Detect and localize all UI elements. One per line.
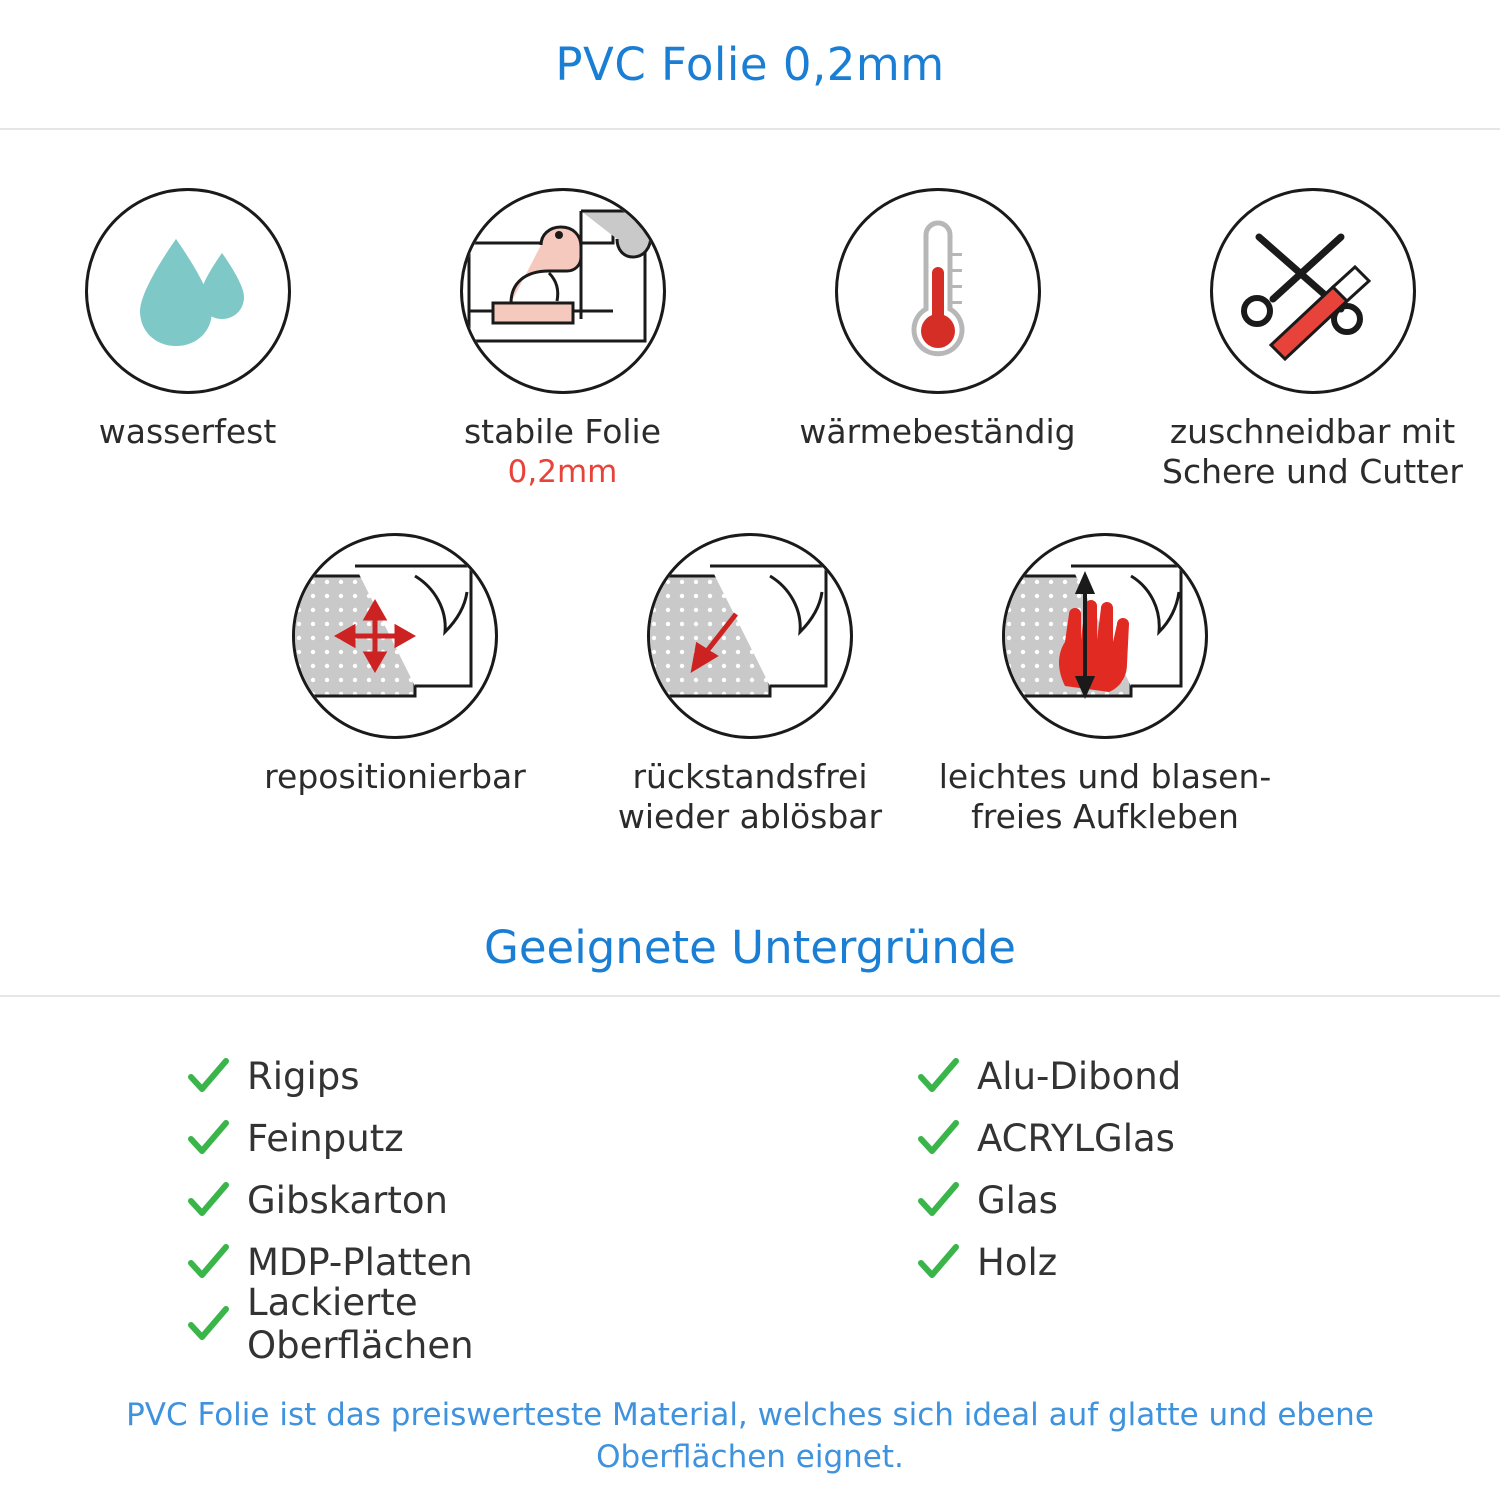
feature-row-1 bbox=[0, 188, 1500, 495]
strong-arm-film-icon bbox=[463, 191, 663, 391]
check-icon bbox=[915, 1053, 961, 1099]
surface-label: Gibskarton bbox=[247, 1178, 448, 1222]
icon-circle bbox=[85, 188, 291, 394]
check-icon bbox=[915, 1239, 961, 1285]
icon-circle bbox=[292, 533, 498, 739]
feature-label: repositionierbar bbox=[264, 756, 526, 796]
surface-label: Glas bbox=[977, 1178, 1058, 1222]
surface-label: Holz bbox=[977, 1240, 1058, 1284]
surfaces-list bbox=[0, 997, 1500, 1367]
feature-section bbox=[0, 130, 1500, 839]
feature-label: wärmebeständig bbox=[799, 412, 1076, 451]
feature-label: wasserfest bbox=[98, 412, 277, 451]
icon-circle bbox=[835, 188, 1041, 394]
list-item bbox=[185, 1281, 615, 1367]
feature-waermebestaendig bbox=[750, 188, 1125, 495]
feature-rueckstandsfrei bbox=[573, 533, 928, 840]
feature-aufkleben bbox=[928, 533, 1283, 840]
check-icon bbox=[185, 1239, 231, 1285]
reposition-arrows-icon bbox=[295, 536, 495, 736]
check-icon bbox=[185, 1301, 231, 1347]
list-item bbox=[915, 1107, 1315, 1169]
feature-stabile-folie bbox=[375, 188, 750, 495]
surface-label: Feinputz bbox=[247, 1116, 404, 1160]
header bbox=[0, 0, 1500, 130]
list-item bbox=[185, 1169, 615, 1231]
icon-circle bbox=[1210, 188, 1416, 394]
list-item bbox=[915, 1169, 1315, 1231]
check-icon bbox=[185, 1115, 231, 1161]
icon-circle bbox=[647, 533, 853, 739]
surface-label: Alu-Dibond bbox=[977, 1054, 1182, 1098]
feature-label: rückstandsfrei wieder ablösbar bbox=[617, 756, 883, 836]
section-title: Geeignete Untergründe bbox=[483, 920, 1016, 974]
feature-label: stabile Folie bbox=[463, 412, 662, 451]
list-item bbox=[185, 1045, 615, 1107]
list-item bbox=[185, 1107, 615, 1169]
feature-repositionierbar bbox=[218, 533, 573, 840]
footer-note: PVC Folie ist das preiswerteste Material, welches sich ideal auf glatte und ebene Oberflächen eignet. bbox=[126, 1397, 1374, 1475]
surfaces-column-right bbox=[915, 1045, 1315, 1355]
check-icon bbox=[915, 1115, 961, 1161]
surface-label: MDP-Platten bbox=[247, 1240, 473, 1284]
scissors-cutter-icon bbox=[1213, 191, 1413, 391]
icon-circle bbox=[460, 188, 666, 394]
surface-label: Lackierte Oberflächen bbox=[247, 1281, 474, 1367]
thermometer-icon bbox=[838, 191, 1038, 391]
water-drops-icon bbox=[88, 191, 288, 391]
list-item bbox=[915, 1045, 1315, 1107]
surface-label: ACRYLGlas bbox=[977, 1116, 1175, 1160]
section-header bbox=[0, 899, 1500, 997]
feature-wasserfest bbox=[0, 188, 375, 495]
feature-row-2 bbox=[0, 533, 1500, 840]
feature-zuschneidbar bbox=[1125, 188, 1500, 495]
peel-off-arrow-icon bbox=[650, 536, 850, 736]
surfaces-column-left bbox=[185, 1045, 615, 1367]
feature-label: leichtes und blasen- freies Aufkleben bbox=[938, 756, 1272, 836]
feature-label: zuschneidbar mit Schere und Cutter bbox=[1162, 412, 1463, 492]
feature-sublabel: 0,2mm bbox=[507, 454, 618, 491]
check-icon bbox=[185, 1177, 231, 1223]
hand-smooth-icon bbox=[1005, 536, 1205, 736]
check-icon bbox=[185, 1053, 231, 1099]
surface-label: Rigips bbox=[247, 1054, 360, 1098]
list-item bbox=[915, 1231, 1315, 1293]
check-icon bbox=[915, 1177, 961, 1223]
icon-circle bbox=[1002, 533, 1208, 739]
page-title: PVC Folie 0,2mm bbox=[555, 37, 945, 91]
